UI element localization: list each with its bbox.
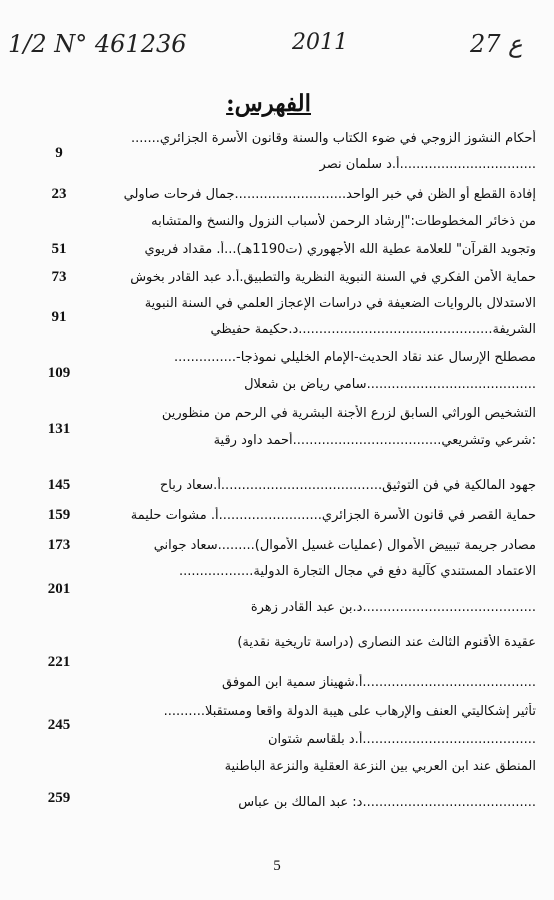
toc-entry-title-line: حماية الأمن الفكري في السنة النبوية النظرية والتطبيق.أ.د عبد القادر بخوش [130,270,536,285]
toc-page-number: 159 [47,507,71,523]
footer-page-number: 5 [273,858,281,874]
toc-entry-author-line: :شرعي وتشريعي....................................أحمد داود رقية [213,433,536,448]
toc-page-number: 91 [51,309,67,325]
toc-entry-title-line: مصطلح الإرسال عند نقاد الحديث-الإمام الخليلي نموذجا-............... [174,350,536,365]
toc-entry-author-line: ..........................................د: عبد المالك بن عباس [238,795,536,810]
toc-page-number: 109 [47,365,71,381]
toc-entry-title-line: الاعتماد المستندي كآلية دفع في مجال التجارة الدولية.................. [178,564,536,579]
toc-entry-title-line: أحكام النشوز الزوجي في ضوء الكتاب والسنة وقانون الأسرة الجزائري....... [130,131,536,146]
toc-entry-title-line: عقيدة الأقنوم الثالث عند النصارى (دراسة تاريخية نقدية) [237,635,536,650]
toc-entry-title-line: جهود المالكية في فن التوثيق.......................................أ.سعاد رباح [159,478,536,493]
handwritten-reference-number: 1/2 N° 461236 [8,30,187,58]
handwritten-issue-number: 27 ع [470,30,523,58]
toc-entry-title-line: حماية القصر في قانون الأسرة الجزائري.........................أ. مشوات حليمة [130,508,536,523]
toc-page-number: 145 [47,477,71,493]
toc-entry-title-line: إفادة القطع أو الظن في خبر الواحد...........................جمال فرحات صاولي [123,187,536,202]
index-title: الفهرس: [226,90,311,117]
toc-entry-title-line: مصادر جريمة تبييض الأموال (عمليات غسيل الأموال).........سعاد جواني [153,538,536,553]
toc-entry-title-line: من ذخائر المخطوطات:"إرشاد الرحمن لأسباب النزول والنسخ والمتشابه [151,214,536,229]
toc-page-number: 51 [51,241,67,257]
toc-entry-author-line: .........................................سامي رياض بن شعلال [244,377,536,392]
toc-page-number: 221 [47,654,71,670]
toc-page-number: 131 [47,421,71,437]
toc-page-number: 73 [51,269,67,285]
toc-entry-author-line: .................................أ.د سلمان نصر [319,157,536,172]
toc-page-number: 23 [51,186,67,202]
toc-page-number: 259 [47,790,71,806]
toc-entry-title-line: تأثير إشكاليتي العنف والإرهاب على هيبة الدولة واقعا ومستقبلا.......... [163,704,536,719]
toc-entry-author-line: وتجويد القرآن" للعلامة عطية الله الأجهوري (ت1190هـ)...أ. مقداد فريوي [144,242,536,257]
toc-page-number: 245 [47,717,71,733]
toc-page-number: 201 [47,581,71,597]
toc-entry-title-line: المنطق عند ابن العربي بين النزعة العقلية والنزعة الباطنية [224,759,536,774]
toc-entry-author-line: ..........................................أ.د بلقاسم شتوان [267,732,536,747]
toc-entry-author-line: ..........................................د.بن عبد القادر زهرة [250,600,536,615]
toc-entry-author-line: ..........................................أ.شهيناز سمية ابن الموفق [222,675,536,690]
toc-entry-title-line: الاستدلال بالروايات الضعيفة في دراسات الإعجاز العلمي في السنة النبوية [144,296,536,311]
toc-page-number: 9 [55,145,63,161]
toc-entry-title-line: التشخيص الوراثي السابق لزرع الأجنة البشرية في الرحم من منظورين [161,406,536,421]
handwritten-year: 2011 [292,30,348,55]
toc-page-number: 173 [47,537,71,553]
toc-entry-author-line: الشريفة...............................................د.حكيمة حفيظي [210,322,536,337]
